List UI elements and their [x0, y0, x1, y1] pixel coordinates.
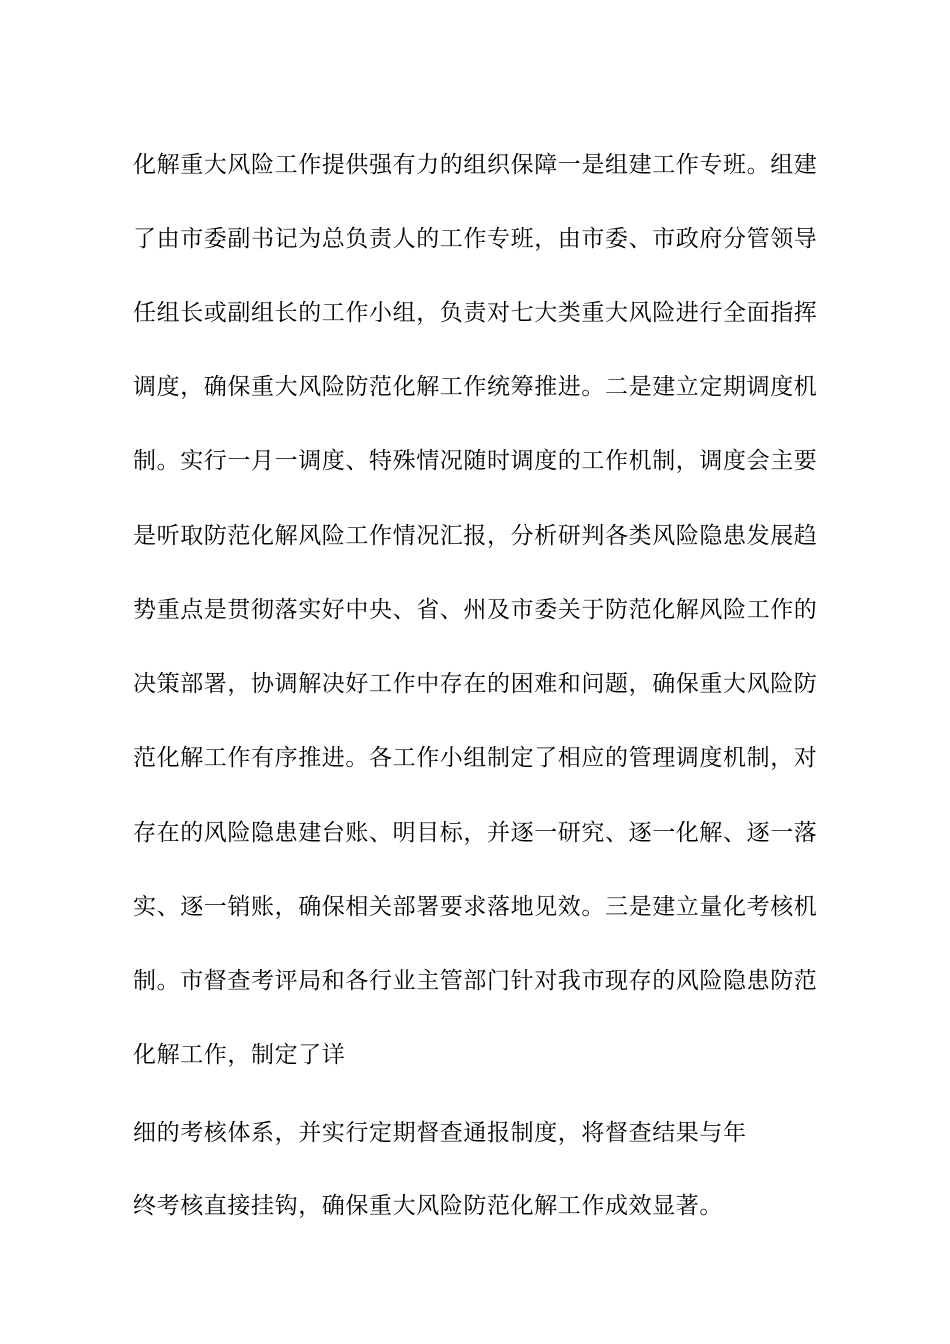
paragraph-line: 存在的风险隐患建台账、明目标，并逐一研究、逐一化解、逐一落: [133, 820, 818, 846]
paragraph-line: 实、逐一销账，确保相关部署要求落地见效。三是建立量化考核机: [133, 894, 818, 920]
paragraph-line: 是听取防范化解风险工作情况汇报，分析研判各类风险隐患发展趋: [133, 523, 818, 549]
paragraph-line: 任组长或副组长的工作小组，负责对七大类重大风险进行全面指挥: [133, 300, 818, 326]
paragraph-line: 制。实行一月一调度、特殊情况随时调度的工作机制，调度会主要: [133, 448, 818, 474]
paragraph-line: 决策部署，协调解决好工作中存在的困难和问题，确保重大风险防: [133, 671, 818, 697]
paragraph-line: 势重点是贯彻落实好中央、省、州及市委关于防范化解风险工作的: [133, 597, 818, 623]
paragraph-line: 终考核直接挂钩，确保重大风险防范化解工作成效显著。: [133, 1193, 723, 1219]
paragraph-line: 化解工作，制定了详: [133, 1042, 346, 1068]
paragraph-line: 制。市督查考评局和各行业主管部门针对我市现存的风险隐患防范: [133, 968, 818, 994]
paragraph-line: 化解重大风险工作提供强有力的组织保障一是组建工作专班。组建: [133, 152, 818, 178]
paragraph-line: 范化解工作有序推进。各工作小组制定了相应的管理调度机制，对: [133, 745, 818, 771]
paragraph-line: 了由市委副书记为总负责人的工作专班，由市委、市政府分管领导: [133, 226, 818, 252]
paragraph-line: 调度，确保重大风险防范化解工作统筹推进。二是建立定期调度机: [133, 374, 818, 400]
paragraph-line: 细的考核体系，并实行定期督查通报制度，将督查结果与年: [133, 1120, 747, 1146]
